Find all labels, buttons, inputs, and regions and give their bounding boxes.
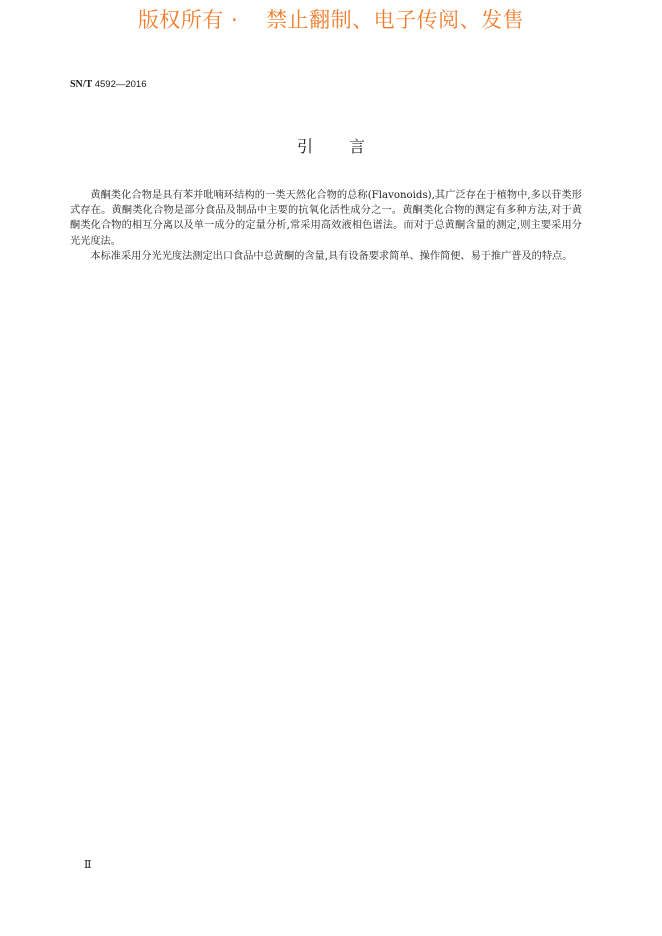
watermark-part-1: 版权所有 · (137, 8, 239, 32)
page-number: Ⅱ (84, 859, 92, 871)
paragraph: 本标准采用分光光度法测定出口食品中总黄酮的含量,具有设备要求简单、操作简便、易于推广普及的特点。 (90, 250, 573, 262)
section-title: 引言 (296, 137, 401, 156)
watermark-part-2: 禁止翻制、电子传阅、发售 (266, 8, 525, 32)
standard-prefix: SN/T (70, 79, 93, 90)
standard-number: 4592—2016 (94, 79, 147, 90)
introduction-body (70, 188, 582, 264)
standard-code (70, 79, 147, 90)
paragraph: 黄酮类化合物是具有苯并吡喃环结构的一类天然化合物的总称(Flavonoids),其广泛存在于植物中,多以苷类形式存在。黄酮类化合物是部分食品及制品中主要的抗氧化活性成分之一。黄酮类化合物的测定有多种方法,对于黄酮类化合物的相互分离以及单一成分的定量分析,常采用高效液相色谱法。而对于总黄酮含量的测定,则主要采用分光光度法。 (70, 190, 582, 247)
copyright-watermark (0, 4, 662, 34)
